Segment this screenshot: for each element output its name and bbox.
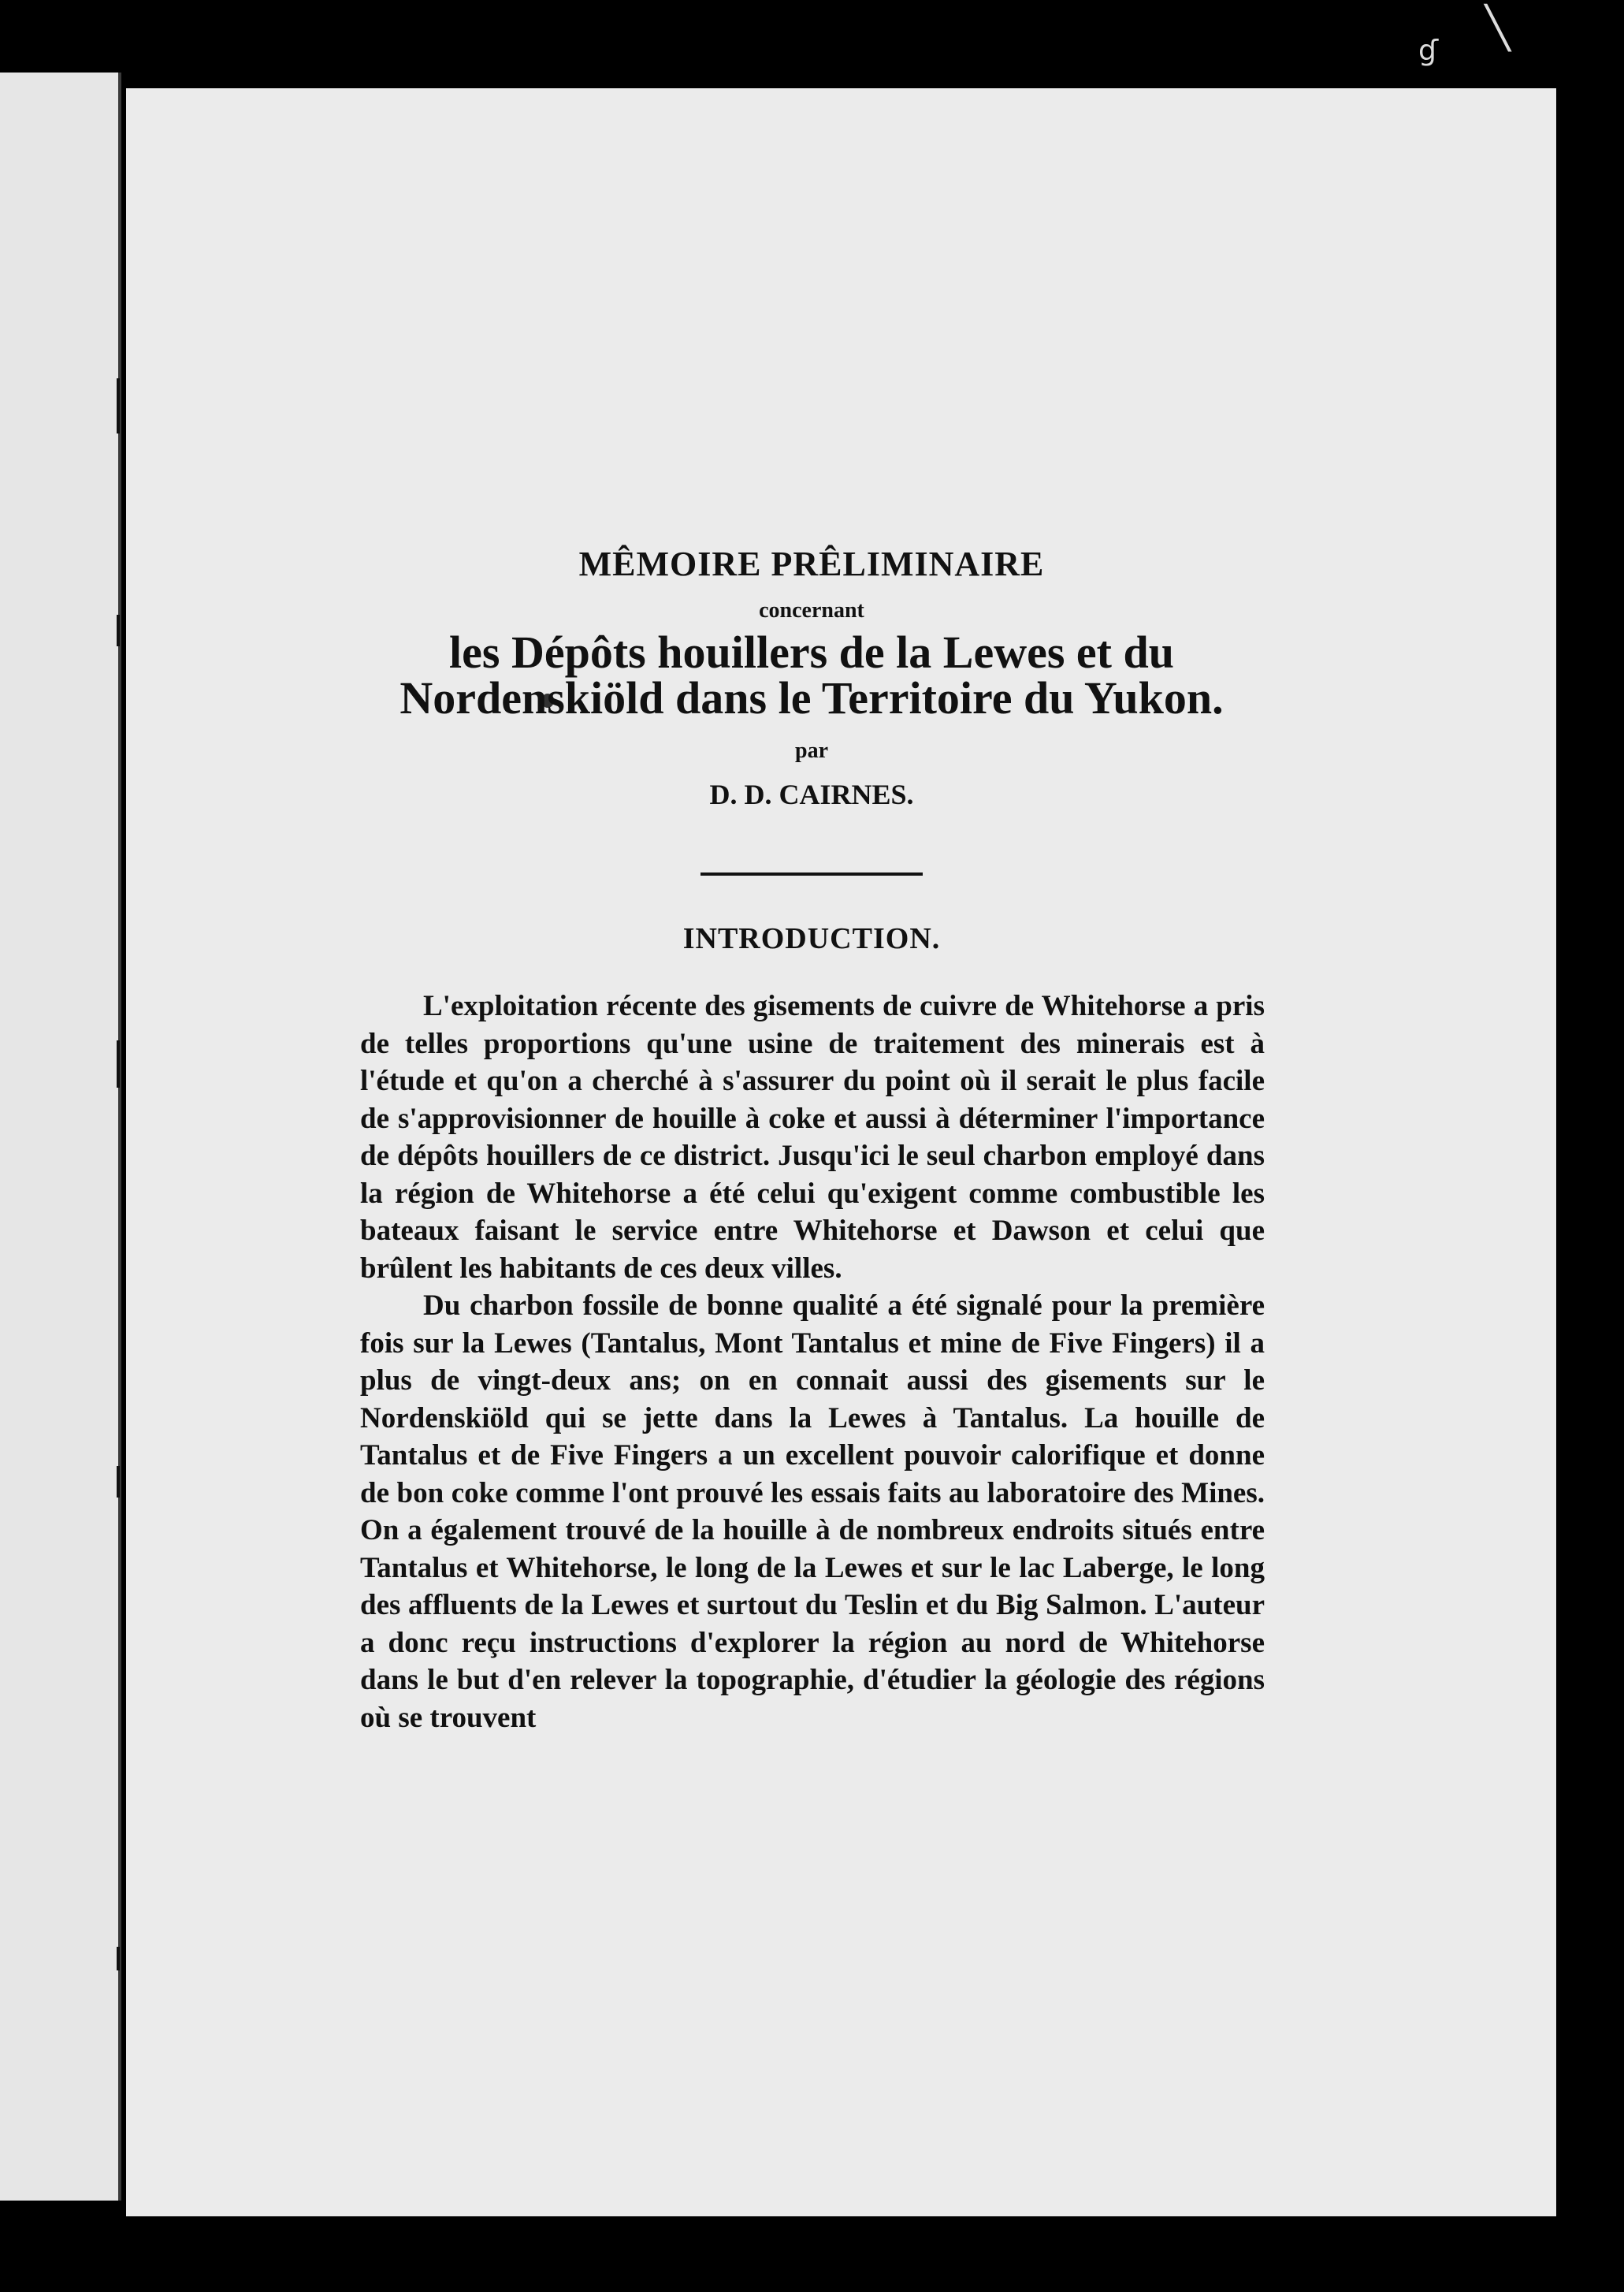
section-heading: INTRODUCTION. (682, 922, 941, 955)
page-edge-mark (117, 378, 120, 433)
concernant-line: concernant (759, 598, 864, 623)
page-content (359, 544, 1265, 1736)
paragraph: L'exploitation récente des gisements de cuivre de Whitehorse a pris de telles proportions qu'une usine de traitement des minerais est à l'étude et qu'on a cherché à s'assurer du point où il serait le plus facile de s'approvisionner de houille à coke et aussi à déterminer l'importance de dépôts houillers de ce district. Jusqu'ici le seul charbon employé dans la région de Whitehorse a été celui qu'exigent comme combustible les bateaux faisant le service entre Whitehorse et Dawson et celui que brûlent les habitants de ces deux villes. (360, 990, 1265, 1285)
par-line: par (795, 739, 828, 763)
page-edge-mark (117, 1947, 120, 1970)
subtitle: les Dépôts houillers de la Lewes et du Nordenskiöld dans le Territoire du Yukon. (399, 627, 1224, 724)
divider-rule (701, 873, 923, 876)
paragraph: Du charbon fossile de bonne qualité a été signalé pour la première fois sur la Lewes (Tantalus, Mont Tantalus et mine de Five Fingers) il a plus de vingt-deux ans; on en connait aussi des gisements sur le Nordenskiöld qui se jette dans la Lewes à Tantalus. La houille de Tantalus et de Five Fingers a un excellent pouvoir calorifique et donne de bon coke comme l'ont prouvé les essais faits au laboratoire des Mines. On a également trouvé de la houille à de nombreux endroits situés entre Tantalus et Whitehorse, le long de la Lewes et sur le lac Laberge, le long des affluents de la Lewes et surtout du Teslin et du Big Salmon. L'auteur a donc reçu instructions d'explorer la région au nord de Whitehorse dans le but d'en relever la topographie, d'étudier la géologie des régions où se trouvent (360, 1289, 1265, 1734)
scan-corner-mark: ╲ (1485, 5, 1511, 52)
body-text (359, 988, 1265, 1736)
page-edge-mark (117, 1040, 120, 1088)
author-name: D. D. CAIRNES. (709, 779, 914, 810)
previous-page-edge (0, 73, 121, 2201)
main-title: MÊMOIRE PRÊLIMINAIRE (578, 545, 1045, 583)
page-edge-mark (117, 615, 120, 646)
page-edge-mark (117, 1466, 120, 1498)
scan-corner-mark: ɠ (1418, 35, 1439, 67)
